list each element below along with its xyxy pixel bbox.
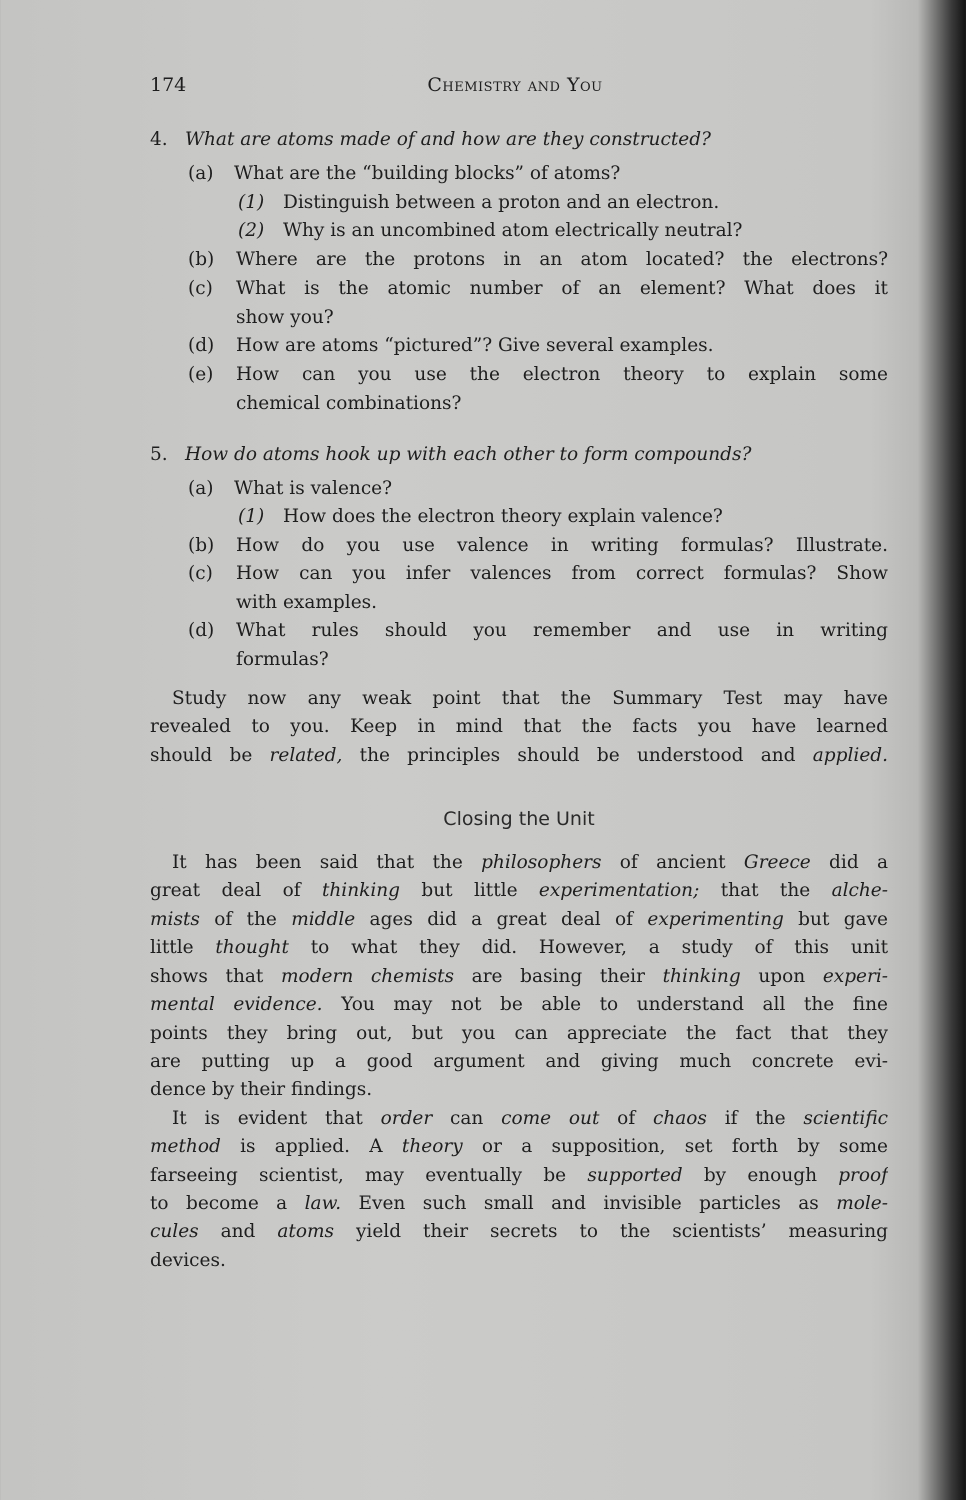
italic-text: law.	[304, 1193, 342, 1214]
text-segment: Even such small and invisible particles as	[341, 1193, 837, 1214]
text-line	[234, 160, 620, 188]
text-segment: ages did a great deal of	[355, 909, 648, 930]
text-segment: How do you use valence in writing formulas? Illustrate.	[236, 535, 888, 556]
text-segment: is applied. A	[220, 1136, 402, 1157]
text-line	[236, 589, 377, 617]
italic-text: applied.	[812, 745, 888, 766]
text-line	[150, 1020, 888, 1048]
item-label: 5.	[150, 444, 168, 465]
page-number: 174	[150, 74, 187, 96]
text-segment: are putting up a good argument and giving much concrete evi-	[150, 1051, 888, 1072]
italic-text: experimenting	[647, 909, 784, 930]
text-segment: to become a	[150, 1193, 305, 1214]
text-line	[283, 189, 719, 217]
italic-text: How do atoms hook up with each other to form compounds?	[185, 444, 752, 465]
text-segment: points they bring out, but you can appreciate the fact that they	[150, 1023, 888, 1044]
italic-text: order	[380, 1108, 433, 1129]
item-label: (d)	[188, 335, 215, 356]
text-segment: dence by their findings.	[150, 1079, 373, 1100]
italic-text: supported	[587, 1165, 683, 1186]
text-segment: to what they did. However, a study of this unit	[288, 937, 888, 958]
item-label: (2)	[238, 220, 265, 241]
text-line	[236, 304, 334, 332]
text-line	[172, 849, 888, 877]
text-segment: What rules should you remember and use in writing	[236, 620, 888, 641]
text-segment: Study now any weak point that the Summary Test may have	[172, 688, 888, 709]
text-segment: shows that	[150, 966, 282, 987]
text-line	[150, 1048, 888, 1076]
text-line	[236, 361, 888, 389]
text-line	[185, 441, 751, 469]
text-segment: show you?	[236, 307, 334, 328]
text-segment: and	[198, 1221, 278, 1242]
text-segment: How can you use the electron theory to explain some	[236, 364, 888, 385]
text-line	[150, 1190, 888, 1218]
italic-text: thinking	[321, 880, 401, 901]
text-segment: by enough	[682, 1165, 839, 1186]
text-line	[172, 685, 888, 713]
italic-text: middle	[291, 909, 356, 930]
item-label: (a)	[188, 163, 214, 184]
text-segment: can	[432, 1108, 502, 1129]
running-title: Chemistry and You	[427, 74, 603, 96]
text-segment: but little	[400, 880, 539, 901]
section-heading: Closing the Unit	[443, 808, 595, 830]
text-segment: little	[150, 937, 216, 958]
text-line	[236, 646, 329, 674]
italic-text: theory	[401, 1136, 463, 1157]
italic-text: alche-	[831, 880, 888, 901]
text-line	[150, 991, 888, 1019]
text-segment: with examples.	[236, 592, 378, 613]
text-segment: of ancient	[601, 852, 744, 873]
text-line	[236, 332, 714, 360]
text-segment: It has been said that the	[172, 852, 482, 873]
item-label: (a)	[188, 478, 214, 499]
italic-text: method	[150, 1136, 221, 1157]
item-label: (b)	[188, 249, 215, 270]
item-label: 4.	[150, 129, 168, 150]
text-segment: but gave	[783, 909, 888, 930]
text-segment: yield their secrets to the scientists’ measuring	[334, 1221, 888, 1242]
text-segment: chemical combinations?	[236, 393, 462, 414]
text-line	[234, 475, 392, 503]
item-label: (1)	[238, 192, 265, 213]
text-segment: of	[599, 1108, 653, 1129]
text-line	[236, 246, 888, 274]
text-segment: It is evident that	[172, 1108, 381, 1129]
text-segment: did a	[810, 852, 888, 873]
text-segment: are basing their	[454, 966, 663, 987]
text-segment: revealed to you. Keep in mind that the facts you have learned	[150, 716, 888, 737]
text-line	[172, 1105, 888, 1133]
text-line	[236, 275, 888, 303]
item-label: (d)	[188, 620, 215, 641]
italic-text: come out	[501, 1108, 600, 1129]
text-segment: You may not be able to understand all the fine	[322, 994, 888, 1015]
italic-text: proof	[838, 1165, 888, 1186]
italic-text: mists	[150, 909, 200, 930]
item-label: (c)	[188, 563, 213, 584]
text-line	[150, 1162, 888, 1190]
italic-text: scientific	[803, 1108, 888, 1129]
text-segment: upon	[740, 966, 823, 987]
text-segment: or a supposition, set forth by some	[462, 1136, 888, 1157]
italic-text: thought	[215, 937, 289, 958]
text-segment: farseeing scientist, may eventually be	[150, 1165, 588, 1186]
text-line	[150, 877, 888, 905]
item-label: (e)	[188, 364, 214, 385]
text-segment: that the	[699, 880, 832, 901]
text-line	[185, 126, 711, 154]
text-line	[283, 503, 723, 531]
text-line	[236, 532, 888, 560]
text-segment: should be	[150, 745, 270, 766]
text-line	[236, 390, 461, 418]
italic-text: experimentation;	[538, 880, 700, 901]
text-segment: Distinguish between a proton and an electron.	[283, 192, 720, 213]
item-label: (c)	[188, 278, 213, 299]
text-segment: if the	[706, 1108, 804, 1129]
italic-text: modern chemists	[281, 966, 455, 987]
text-segment: Where are the protons in an atom located? the electrons?	[236, 249, 888, 270]
italic-text: mole-	[836, 1193, 888, 1214]
text-segment: devices.	[150, 1250, 226, 1271]
item-label: (b)	[188, 535, 215, 556]
text-segment: What are the “building blocks” of atoms?	[234, 163, 621, 184]
text-segment: How can you infer valences from correct formulas? Show	[236, 563, 888, 584]
text-segment: great deal of	[150, 880, 322, 901]
text-segment: What is the atomic number of an element? What does it	[236, 278, 888, 299]
text-segment: How are atoms “pictured”? Give several examples.	[236, 335, 714, 356]
item-label: (1)	[238, 506, 265, 527]
italic-text: experi-	[822, 966, 888, 987]
text-line	[236, 560, 888, 588]
text-line	[150, 1218, 888, 1246]
text-line	[150, 1076, 372, 1104]
text-line	[150, 963, 888, 991]
text-segment: Why is an uncombined atom electrically neutral?	[283, 220, 743, 241]
italic-text: cules	[150, 1221, 199, 1242]
text-segment: of the	[199, 909, 292, 930]
text-line	[150, 713, 888, 741]
text-line	[150, 1133, 888, 1161]
italic-text: Greece	[743, 852, 811, 873]
text-line	[283, 217, 742, 245]
italic-text: related,	[269, 745, 343, 766]
text-line	[150, 906, 888, 934]
italic-text: chaos	[652, 1108, 707, 1129]
italic-text: thinking	[662, 966, 741, 987]
text-segment: formulas?	[236, 649, 329, 670]
italic-text: What are atoms made of and how are they constructed?	[185, 129, 711, 150]
text-line	[236, 617, 888, 645]
italic-text: atoms	[277, 1221, 334, 1242]
italic-text: philosophers	[481, 852, 602, 873]
text-line	[150, 1247, 226, 1275]
text-line	[150, 742, 888, 770]
text-segment: the principles should be understood and	[342, 745, 813, 766]
text-line	[150, 934, 888, 962]
text-segment: What is valence?	[234, 478, 393, 499]
text-segment: How does the electron theory explain valence?	[283, 506, 723, 527]
italic-text: mental evidence.	[150, 994, 323, 1015]
